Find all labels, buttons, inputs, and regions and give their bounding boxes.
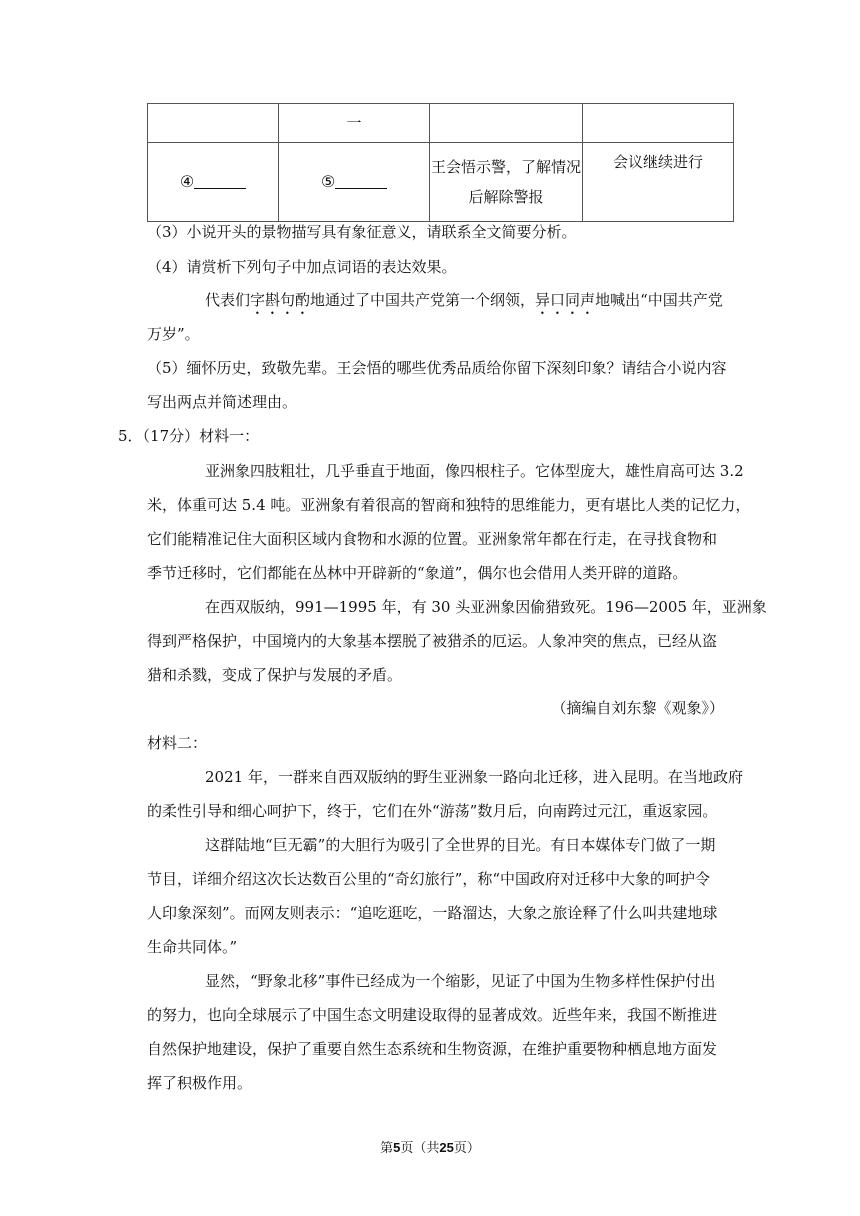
table-cell-blank-5	[279, 143, 430, 222]
paragraph-line: 季节迁移时，它们都能在丛林中开辟新的“象道”，偶尔也会借用人类开辟的道路。	[147, 564, 688, 582]
table-cell	[583, 104, 734, 143]
table-row	[148, 104, 734, 143]
page-footer	[0, 1137, 860, 1156]
cell-text: 会议继续进行	[612, 153, 703, 171]
question-5-line: （5）缅怀历史，致敬先辈。王会悟的哪些优秀品质给你留下深刻印象？请结合小说内容	[147, 359, 727, 377]
fill-blank-line	[194, 172, 246, 189]
paragraph-line: 得到严格保护，中国境内的大象基本摆脱了被猎杀的厄运。人象冲突的焦点，已经从盗	[147, 632, 718, 650]
paragraph-line: 这群陆地“巨无霸”的大胆行为吸引了全世界的目光。有日本媒体专门做了一期	[205, 836, 716, 854]
footer-text: 页（共	[400, 1141, 440, 1156]
quote-text: 地喊出“中国共产党	[595, 291, 723, 309]
paragraph-line: 米，体重可达 5.4 吨。亚洲象有着很高的智商和独特的思维能力，更有堪比人类的记忆力，	[147, 496, 751, 514]
event-table	[147, 103, 734, 222]
paragraph-line: 的柔性引导和细心呵护下，终于，它们在外“游荡”数月后，向南跨过元江，重返家园。	[147, 802, 718, 820]
quote-text: 代表们	[205, 291, 251, 309]
table-cell	[148, 104, 279, 143]
question-4-quote-cont: 万岁”。	[147, 325, 200, 343]
question-5-line: 写出两点并简述理由。	[147, 393, 298, 411]
table-cell-event	[430, 143, 583, 222]
paragraph-line: 生命共同体。”	[147, 938, 238, 956]
blank-marker-4: ④	[179, 172, 195, 191]
material-2-header: 材料二：	[147, 734, 208, 752]
table-cell: 一	[279, 104, 430, 143]
paragraph-line: 它们能精准记住大面积区域内食物和水源的位置。亚洲象常年都在行走，在寻找食物和	[147, 530, 718, 548]
table-cell-result	[583, 143, 734, 222]
paragraph-line: 自然保护地建设，保护了重要自然生态系统和生物资源，在维护重要物种栖息地方面发	[147, 1040, 718, 1058]
material-source: （摘编自刘东黎《观象》）	[551, 699, 724, 717]
paragraph-line: 亚洲象四肢粗壮，几乎垂直于地面，像四根柱子。它体型庞大，雄性肩高可达 3.2	[205, 462, 744, 480]
total-pages: 25	[439, 1140, 454, 1155]
footer-text: 第	[380, 1141, 394, 1156]
paragraph-line: 2021 年，一群来自西双版纳的野生亚洲象一路向北迁移，进入昆明。在当地政府	[205, 768, 743, 786]
page-number: 5	[393, 1140, 401, 1155]
paragraph-line: 挥了积极作用。	[147, 1074, 253, 1092]
table-cell-blank-4	[148, 143, 279, 222]
paragraph-line: 的努力，也向全球展示了中国生态文明建设取得的显著成效。近些年来，我国不断推进	[147, 1006, 718, 1024]
dotted-phrase: 异口同声	[535, 291, 596, 309]
table-row	[148, 143, 734, 222]
question-3: （3）小说开头的景物描写具有象征意义，请联系全文简要分析。	[147, 223, 577, 241]
paragraph-line: 在西双版纳，991—1995 年，有 30 头亚洲象因偷猎致死。196—2005 年，亚洲象	[205, 598, 767, 616]
paragraph-line: 人印象深刻”。而网友则表示：“追吃逛吃，一路溜达，大象之旅诠释了什么叫共建地球	[147, 904, 718, 922]
paragraph-line: 猎和杀戮，变成了保护与发展的矛盾。	[147, 666, 403, 684]
fill-blank-line	[335, 172, 387, 189]
quote-text: 地通过了中国共产党第一个纲领，	[310, 291, 536, 309]
paragraph-line: 节目，详细介绍这次长达数百公里的“奇幻旅行”，称“中国政府对迁移中大象的呵护令	[147, 870, 711, 888]
section-5-header: 5．（17分）材料一：	[118, 427, 260, 445]
cell-text-line: 王会悟示警，了解情况	[430, 158, 581, 176]
question-4-quote	[205, 290, 723, 318]
table-cell	[430, 104, 583, 143]
footer-text: 页）	[453, 1141, 480, 1156]
blank-marker-5: ⑤	[320, 172, 336, 191]
paragraph-line: 显然，“野象北移”事件已经成为一个缩影，见证了中国为生物多样性保护付出	[205, 972, 716, 990]
dotted-phrase: 字斟句酌	[250, 291, 311, 309]
cell-text-line: 后解除警报	[468, 188, 544, 206]
question-4: （4）请赏析下列句子中加点词语的表达效果。	[147, 258, 457, 276]
